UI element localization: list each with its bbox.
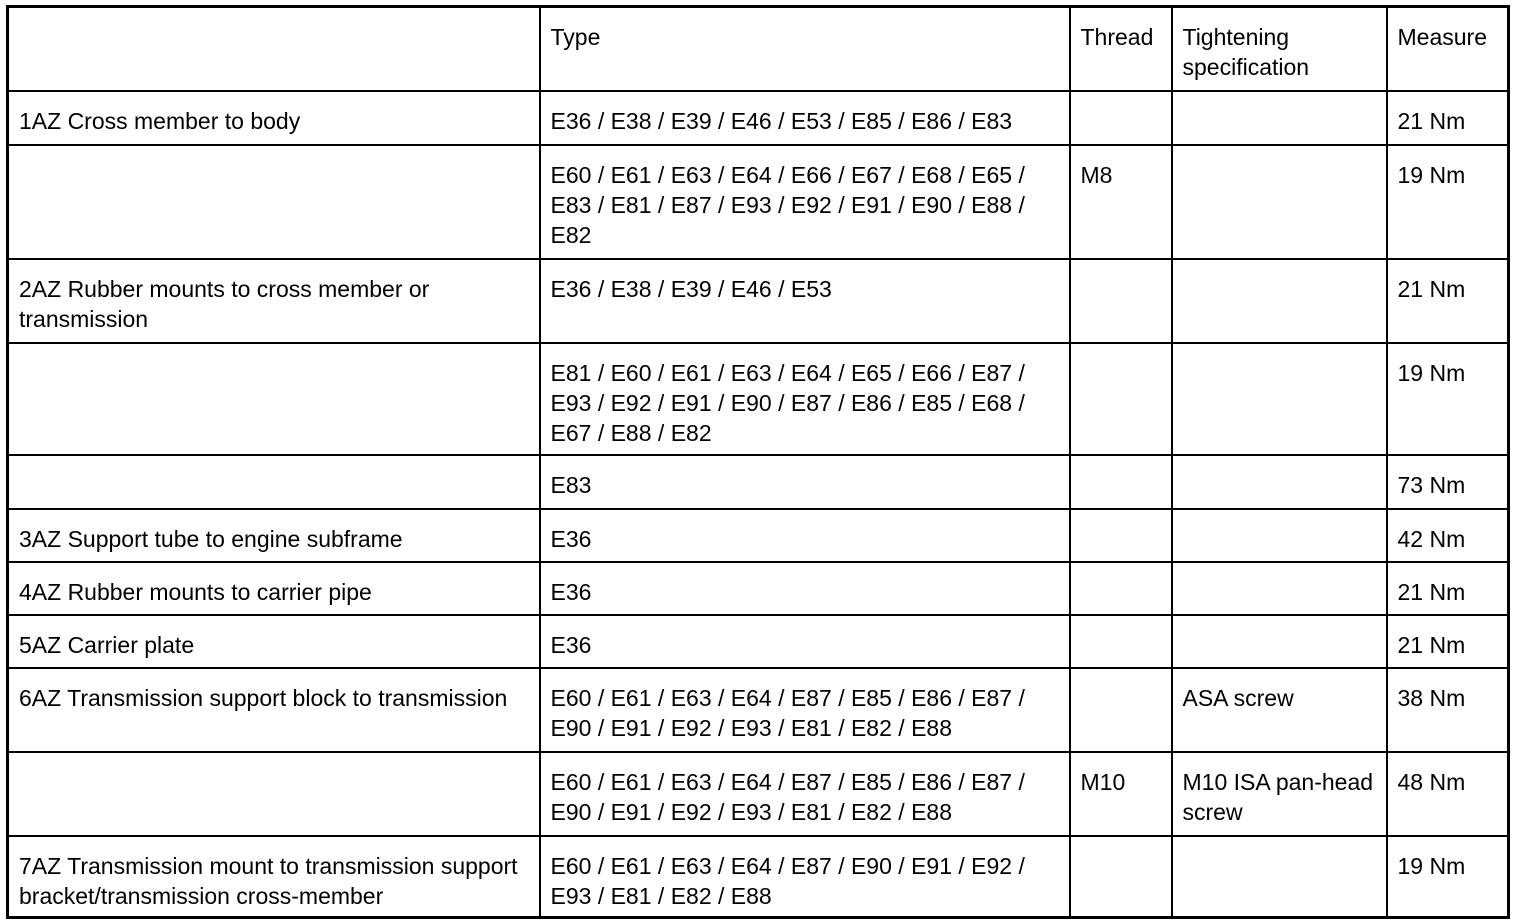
cell-type: E60 / E61 / E63 / E64 / E87 / E85 / E86 / E87 / E90 / E91 / E92 / E93 / E81 / E82 / E88 xyxy=(540,668,1070,752)
cell-tightening xyxy=(1172,259,1387,343)
table-row xyxy=(8,668,1509,752)
cell-tightening: M10 ISA pan-head screw xyxy=(1172,752,1387,836)
cell-tightening xyxy=(1172,145,1387,259)
cell-measure: 19 Nm xyxy=(1387,836,1509,918)
cell-measure: 21 Nm xyxy=(1387,259,1509,343)
cell-description: 5AZ Carrier plate xyxy=(8,615,540,668)
table-row xyxy=(8,91,1509,145)
torque-spec-table xyxy=(6,5,1510,919)
cell-tightening xyxy=(1172,509,1387,562)
table-row xyxy=(8,752,1509,836)
cell-measure: 19 Nm xyxy=(1387,343,1509,455)
cell-tightening xyxy=(1172,91,1387,145)
cell-description: 6AZ Transmission support block to transmission xyxy=(8,668,540,752)
table-row xyxy=(8,836,1509,918)
cell-measure: 21 Nm xyxy=(1387,615,1509,668)
cell-type: E36 xyxy=(540,562,1070,615)
cell-type: E60 / E61 / E63 / E64 / E87 / E90 / E91 / E92 / E93 / E81 / E82 / E88 xyxy=(540,836,1070,918)
cell-tightening xyxy=(1172,836,1387,918)
table-row xyxy=(8,615,1509,668)
cell-thread xyxy=(1070,259,1172,343)
cell-measure: 73 Nm xyxy=(1387,455,1509,509)
cell-type: E36 xyxy=(540,509,1070,562)
cell-thread xyxy=(1070,455,1172,509)
cell-measure: 21 Nm xyxy=(1387,562,1509,615)
table-row xyxy=(8,509,1509,562)
cell-measure: 48 Nm xyxy=(1387,752,1509,836)
cell-description: 2AZ Rubber mounts to cross member or transmission xyxy=(8,259,540,343)
cell-thread: M8 xyxy=(1070,145,1172,259)
cell-type: E36 xyxy=(540,615,1070,668)
cell-type: E36 / E38 / E39 / E46 / E53 / E85 / E86 / E83 xyxy=(540,91,1070,145)
cell-description xyxy=(8,343,540,455)
cell-type: E60 / E61 / E63 / E64 / E87 / E85 / E86 / E87 / E90 / E91 / E92 / E93 / E81 / E82 / E88 xyxy=(540,752,1070,836)
cell-tightening xyxy=(1172,455,1387,509)
cell-thread xyxy=(1070,615,1172,668)
header-tightening: Tightening specification xyxy=(1172,7,1387,91)
cell-tightening xyxy=(1172,343,1387,455)
table-row xyxy=(8,259,1509,343)
cell-measure: 38 Nm xyxy=(1387,668,1509,752)
cell-type: E36 / E38 / E39 / E46 / E53 xyxy=(540,259,1070,343)
table-row xyxy=(8,343,1509,455)
cell-description: 1AZ Cross member to body xyxy=(8,91,540,145)
cell-description xyxy=(8,752,540,836)
cell-description xyxy=(8,455,540,509)
cell-thread: M10 xyxy=(1070,752,1172,836)
header-row xyxy=(8,7,1509,91)
cell-thread xyxy=(1070,836,1172,918)
cell-measure: 42 Nm xyxy=(1387,509,1509,562)
cell-tightening: ASA screw xyxy=(1172,668,1387,752)
cell-description: 3AZ Support tube to engine subframe xyxy=(8,509,540,562)
cell-type: E60 / E61 / E63 / E64 / E66 / E67 / E68 / E65 / E83 / E81 / E87 / E93 / E92 / E91 / E90 / E88 / E82 xyxy=(540,145,1070,259)
cell-type: E83 xyxy=(540,455,1070,509)
header-type: Type xyxy=(540,7,1070,91)
header-thread: Thread xyxy=(1070,7,1172,91)
header-measure: Measure xyxy=(1387,7,1509,91)
cell-thread xyxy=(1070,343,1172,455)
table-row xyxy=(8,562,1509,615)
table-row xyxy=(8,455,1509,509)
cell-description: 7AZ Transmission mount to transmission support bracket/transmission cross-member xyxy=(8,836,540,918)
cell-description xyxy=(8,145,540,259)
cell-measure: 21 Nm xyxy=(1387,91,1509,145)
table-row xyxy=(8,145,1509,259)
cell-type: E81 / E60 / E61 / E63 / E64 / E65 / E66 / E87 / E93 / E92 / E91 / E90 / E87 / E86 / E85 / E68 / E67 / E88 / E82 xyxy=(540,343,1070,455)
header-description xyxy=(8,7,540,91)
cell-tightening xyxy=(1172,562,1387,615)
cell-thread xyxy=(1070,91,1172,145)
cell-thread xyxy=(1070,562,1172,615)
cell-thread xyxy=(1070,509,1172,562)
cell-thread xyxy=(1070,668,1172,752)
cell-description: 4AZ Rubber mounts to carrier pipe xyxy=(8,562,540,615)
cell-tightening xyxy=(1172,615,1387,668)
cell-measure: 19 Nm xyxy=(1387,145,1509,259)
